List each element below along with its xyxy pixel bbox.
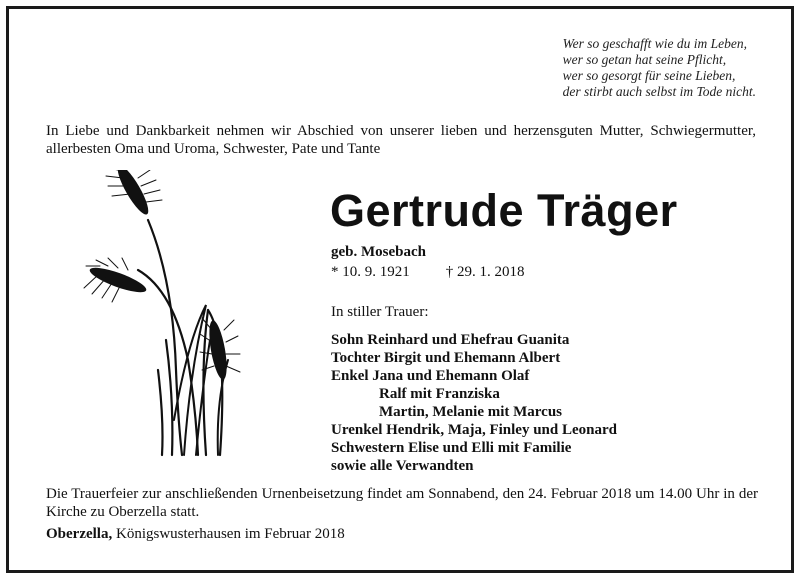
mourner-line: sowie alle Verwandten [331, 458, 474, 474]
wheat-stalks-icon [78, 170, 253, 460]
mourner-line: Tochter Birgit und Ehemann Albert [331, 350, 561, 366]
poem-line: der stirbt auch selbst im Tode nicht. [562, 84, 756, 99]
intro-text: In Liebe und Dankbarkeit nehmen wir Abschied von unserer lieben und herzensguten Mutter, Schwiegermutter, allerbesten Oma und Uroma, Schwester, Pate und Tante [46, 123, 756, 157]
birth-date: * 10. 9. 1921 [331, 264, 410, 280]
mourner-line: Martin, Melanie mit Marcus [379, 404, 563, 420]
place-town: Oberzella, [46, 526, 113, 542]
poem-line: Wer so geschafft wie du im Leben, [562, 36, 747, 51]
poem-line: wer so getan hat seine Pflicht, [562, 52, 727, 67]
mourner-line: Enkel Jana und Ehemann Olaf [331, 368, 530, 384]
poem-line: wer so gesorgt für seine Lieben, [562, 68, 736, 83]
death-date: † 29. 1. 2018 [445, 264, 525, 280]
mourner-line: Urenkel Hendrik, Maja, Finley und Leonard [331, 422, 617, 438]
mourner-line: Schwestern Elise und Elli mit Familie [331, 440, 572, 456]
place-and-date [46, 526, 345, 543]
mourner-line: Ralf mit Franziska [379, 386, 500, 402]
place-rest: Königswusterhausen im Februar 2018 [112, 526, 345, 542]
mourners-label: In stiller Trauer: [331, 304, 429, 320]
poem [563, 36, 756, 100]
life-dates [331, 264, 525, 281]
maiden-name: geb. Mosebach [331, 244, 426, 260]
service-notice: Die Trauerfeier zur anschließenden Urnenbeisetzung findet am Sonnabend, den 24. Februar 2018 um 14.00 Uhr in der Kirche zu Oberzella statt. [46, 486, 758, 520]
mourners-list [331, 331, 617, 475]
deceased-name: Gertrude Träger [330, 185, 678, 236]
mourner-line: Sohn Reinhard und Ehefrau Guanita [331, 332, 570, 348]
